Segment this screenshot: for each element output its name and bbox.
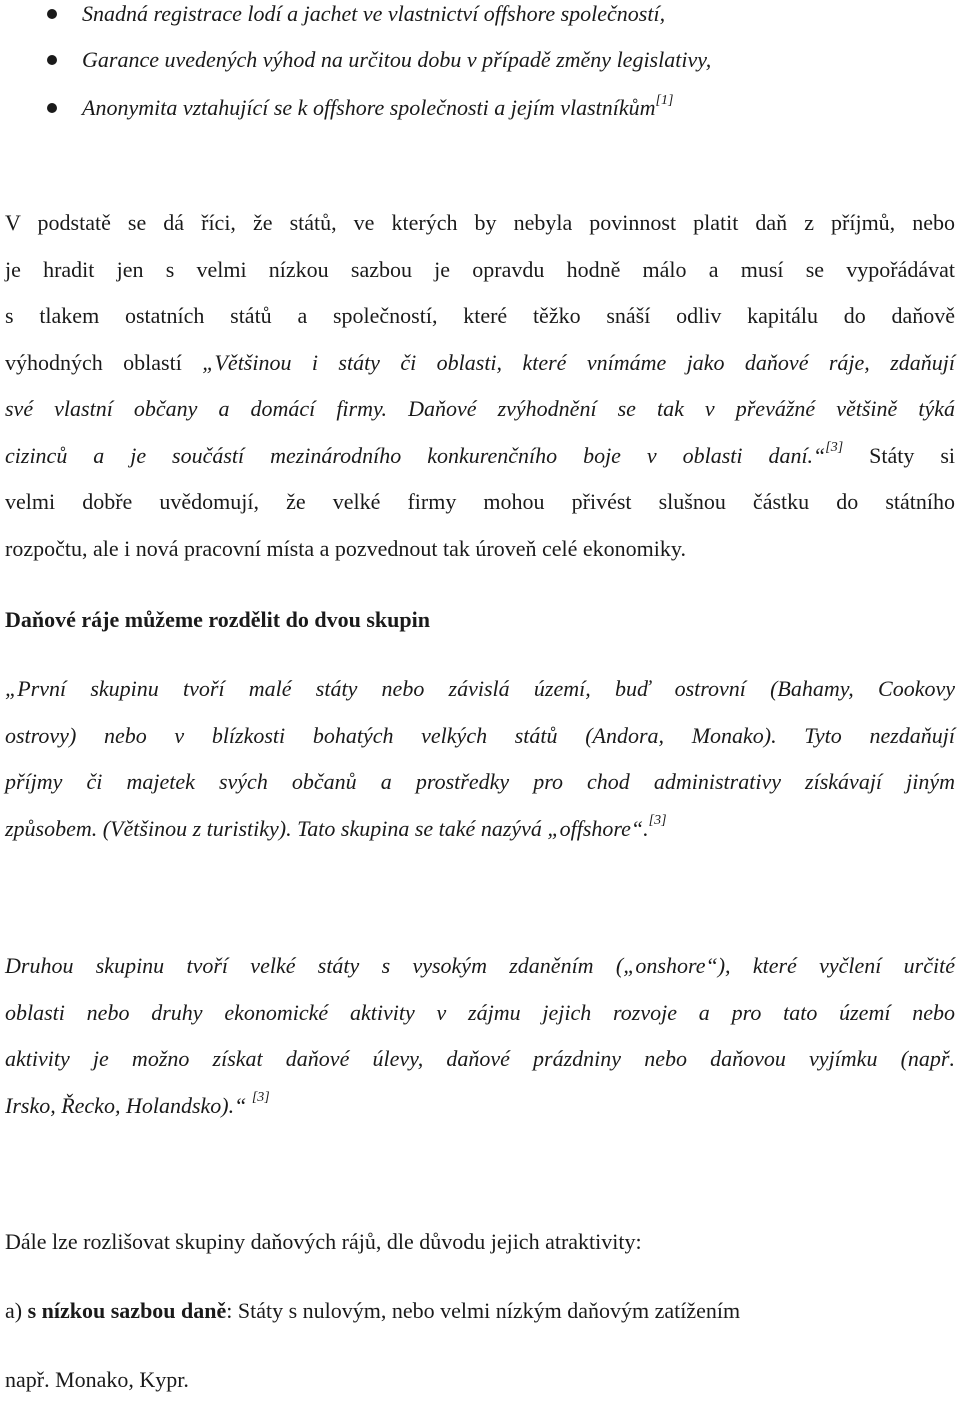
list-item-text: Garance uvedených výhod na určitou dobu v případě změny legislativy,	[82, 47, 712, 72]
bullet-icon	[47, 55, 57, 65]
list-item	[0, 88, 960, 128]
item-term: s nízkou sazbou daně	[27, 1298, 227, 1323]
list-item-text: Anonymita vztahující se k offshore společnosti a jejím vlastníkům	[82, 95, 656, 120]
paragraph-intro	[5, 200, 955, 572]
paragraph-line: V podstatě se dá říci, že států, ve kterých by nebyla povinnost platit daň z příjmů, nebo	[5, 210, 955, 235]
text-run: výhodných oblastí	[5, 349, 203, 375]
paragraph-line	[5, 1083, 955, 1130]
citation-ref: [3]	[825, 440, 844, 456]
quote-run: „Většinou i státy či oblasti, které vnímáme jako daňové ráje, zdaňují	[202, 349, 955, 375]
list-item	[0, 0, 960, 34]
examples-line: např. Monako, Kypr.	[5, 1367, 189, 1392]
text-run: Irsko, Řecko, Holandsko).“	[5, 1092, 247, 1118]
bullet-icon	[47, 9, 57, 19]
quote-run: cizinců a je součástí mezinárodního konkurenčního boje v oblasti daní.“	[5, 442, 826, 468]
item-label: a)	[5, 1298, 28, 1323]
paragraph-first-group	[5, 666, 955, 852]
list-item-text: Snadná registrace lodí a jachet ve vlastnictví offshore společností,	[82, 1, 666, 26]
paragraph-line: s tlakem ostatních států a společností, které těžko snáší odliv kapitálu do daňově	[5, 303, 955, 328]
paragraph-line: příjmy či majetek svých občanů a prostředky pro chod administrativy získávají jiným	[5, 769, 955, 794]
paragraph-line: oblasti nebo druhy ekonomické aktivity v zájmu jejich rozvoje a pro tato území nebo	[5, 999, 955, 1025]
bullet-icon	[47, 103, 57, 113]
paragraph-line	[5, 340, 955, 387]
paragraph-line: Druhou skupinu tvoří velké státy s vysokým zdaněním („onshore“), které vyčlení určité	[5, 953, 955, 978]
text-run: Státy si	[843, 442, 955, 468]
citation-ref: [3]	[648, 813, 667, 829]
attractivity-intro: Dále lze rozlišovat skupiny daňových rájů, dle důvodu jejich atraktivity:	[5, 1229, 642, 1254]
quote-run: Daňové zvýhodnění se tak v převážné většině týká	[387, 396, 955, 421]
paragraph-line	[5, 386, 955, 433]
item-description: : Státy s nulovým, nebo velmi nízkým daňovým zatížením	[226, 1298, 741, 1323]
citation-ref: [1]	[655, 92, 674, 108]
list-item	[0, 40, 960, 80]
paragraph-line: velmi dobře uvědomují, že velké firmy mohou přivést slušnou částku do státního	[5, 489, 955, 514]
section-heading: Daňové ráje můžeme rozdělit do dvou skupin	[5, 607, 430, 632]
paragraph-second-group	[5, 943, 955, 1129]
text-run: způsobem. (Většinou z turistiky). Tato skupina se také nazývá „offshore“.	[5, 815, 649, 841]
list-item-a	[5, 1289, 740, 1333]
paragraph-line: ostrovy) nebo v blízkosti bohatých velkých států (Andora, Monako). Tyto nezdaňují	[5, 722, 955, 748]
paragraph-line: je hradit jen s velmi nízkou sazbou je opravdu hodně málo a musí se vypořádávat	[5, 256, 955, 282]
paragraph-line: „První skupinu tvoří malé státy nebo závislá území, buď ostrovní (Bahamy, Cookovy	[5, 676, 955, 701]
citation-ref: [3]	[251, 1090, 270, 1106]
paragraph-line: rozpočtu, ale i nová pracovní místa a pozvednout tak úroveň celé ekonomiky.	[5, 535, 686, 561]
paragraph-line	[5, 806, 955, 853]
paragraph-line	[5, 433, 955, 480]
quote-run: své vlastní občany a domácí firmy.	[5, 396, 388, 421]
paragraph-line: aktivity je možno získat daňové úlevy, daňové prázdniny nebo daňovou vyjímku (např.	[5, 1046, 955, 1071]
